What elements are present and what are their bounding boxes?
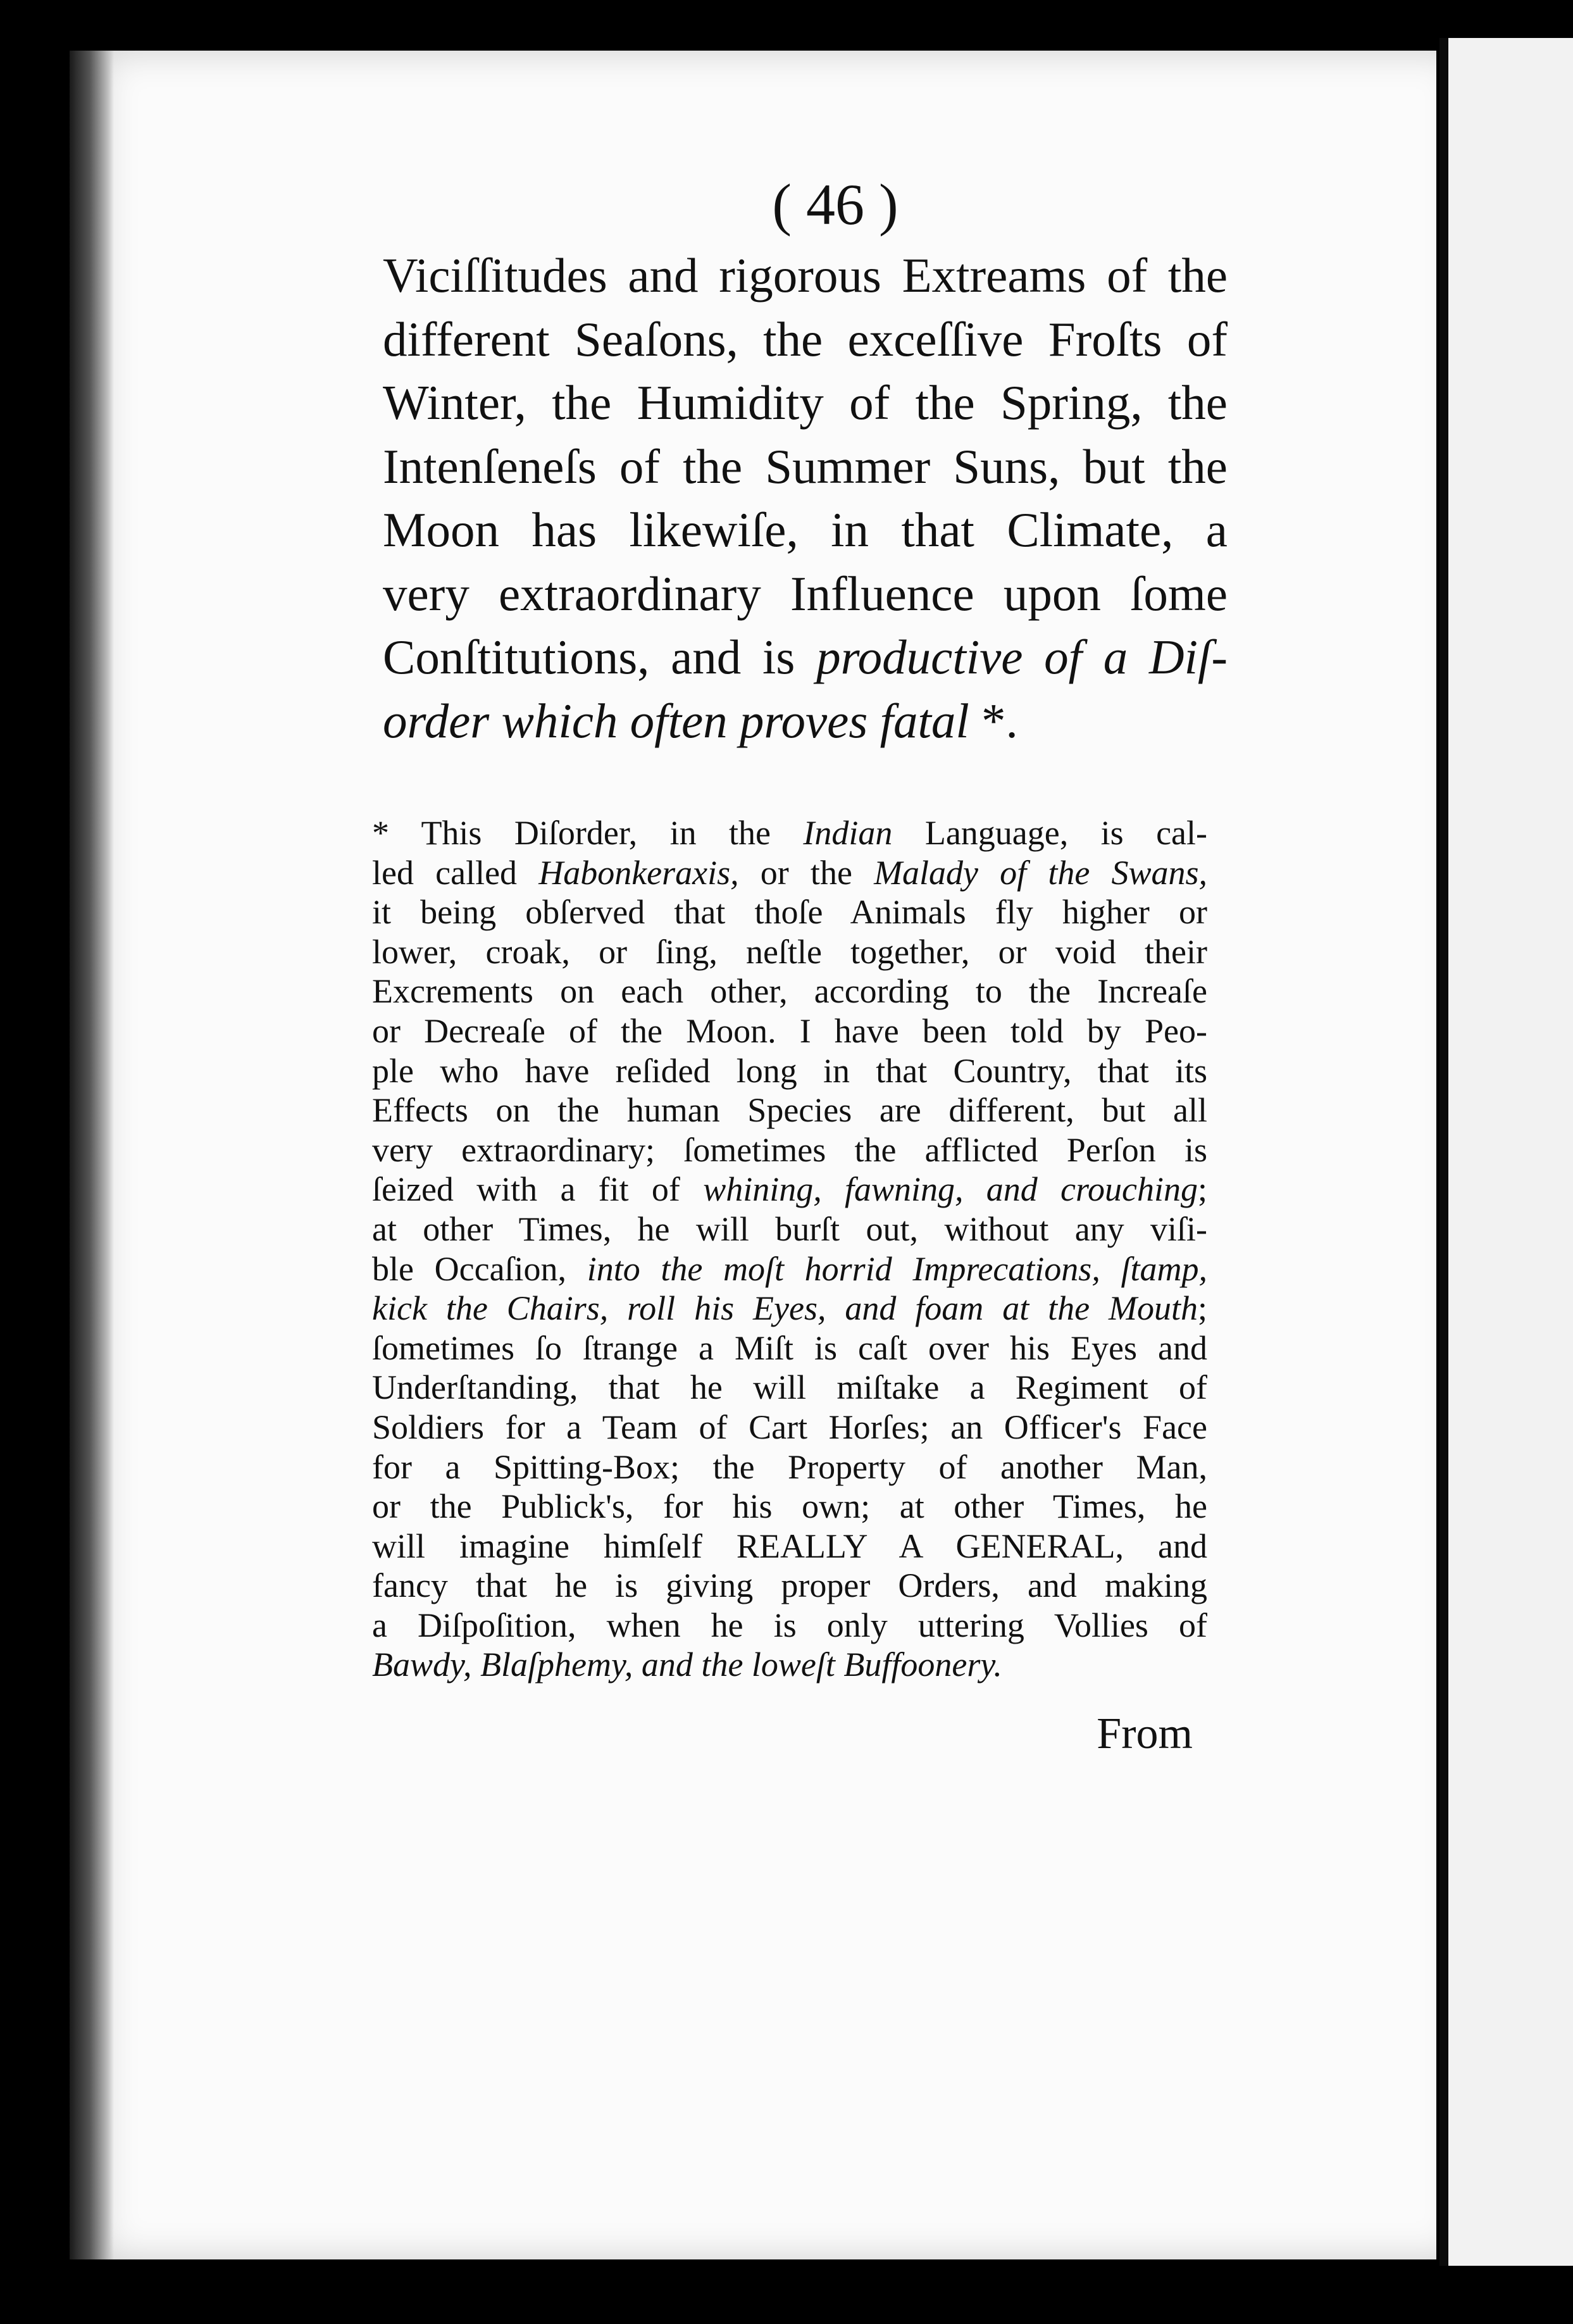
text-run: different Seaſons, the exceſſive Froſts of [383, 311, 1228, 366]
text-run: fancy that he is giving proper Orders, and making [372, 1566, 1207, 1605]
italic-text: whining, fawning, and crouching [703, 1170, 1198, 1209]
main-paragraph [383, 244, 1228, 753]
footnote-line [372, 1368, 1207, 1408]
footnote-line [372, 1487, 1207, 1527]
footnote-line [372, 1566, 1207, 1606]
footnote-line [372, 1170, 1207, 1209]
footnote-line [372, 1527, 1207, 1566]
text-run: will imagine himſelf REALLY A GENERAL, and [372, 1527, 1207, 1565]
footnote-line [372, 1130, 1207, 1170]
footnote-line [372, 1645, 1207, 1685]
text-run: ble Occaſion, [372, 1249, 587, 1288]
text-run: led called [372, 853, 539, 892]
text-run: or the [738, 853, 874, 892]
text-run: ; [1197, 1170, 1207, 1209]
text-run: it being obſerved that thoſe Animals fly higher or [372, 893, 1207, 932]
text-run: ; [1197, 1289, 1207, 1328]
footnote-line [372, 853, 1207, 893]
text-run: Intenſeneſs of the Summer Suns, but the [383, 439, 1228, 494]
text-run: * This Diſorder, in the [372, 814, 804, 852]
body-line [383, 371, 1228, 435]
text-run: ſeized with a fit of [372, 1170, 704, 1209]
text-run: Language, is cal- [892, 814, 1208, 852]
text-run: Underſtanding, that he will miſtake a Regiment of [372, 1368, 1207, 1407]
italic-text: into the moſt horrid Imprecations, ſtamp, [587, 1249, 1207, 1288]
body-line [383, 435, 1228, 499]
footnote-line [372, 892, 1207, 932]
footnote-line [372, 1606, 1207, 1646]
text-run: Viciſſitudes and rigorous Extreams of the [383, 248, 1228, 303]
footnote-line [372, 1328, 1207, 1368]
text-run: very extraordinary Influence upon ſome [383, 566, 1228, 621]
footnote-line [372, 1408, 1207, 1447]
body-line [383, 498, 1228, 562]
text-run: Conſtitutions, and is [383, 630, 817, 684]
text-run: Moon has likewiſe, in that Climate, a [383, 503, 1228, 557]
catchword: From [1097, 1709, 1193, 1758]
text-run: ſometimes ſo ſtrange a Miſt is caſt over his Eyes and [372, 1328, 1207, 1367]
footnote-line [372, 813, 1207, 853]
page-number: ( 46 ) [772, 172, 898, 237]
text-run: or the Publick's, for his own; at other Times, he [372, 1487, 1207, 1526]
text-run: Effects on the human Species are different, but all [372, 1091, 1207, 1130]
facing-page-edge [1439, 38, 1573, 2266]
text-run: a Diſpoſition, when he is only uttering Vollies of [372, 1606, 1207, 1644]
text-run: *. [969, 693, 1018, 748]
body-line [383, 689, 1228, 753]
italic-text: productive of a Diſ- [816, 630, 1228, 684]
text-run: Soldiers for a Team of Cart Horſes; an Officer's Face [372, 1408, 1207, 1446]
italic-text: Habonkeraxis, [538, 853, 739, 892]
body-line [383, 308, 1228, 372]
italic-text: Indian [803, 814, 893, 852]
footnote-line [372, 1447, 1207, 1487]
italic-text: order which often proves fatal [383, 693, 969, 748]
text-run: very extraordinary; ſometimes the afflicted Perſon is [372, 1130, 1207, 1169]
footnote-line [372, 1249, 1207, 1289]
footnote-line [372, 1209, 1207, 1249]
body-line [383, 562, 1228, 626]
footnote-line [372, 1090, 1207, 1130]
text-run: Excrements on each other, according to the Increaſe [372, 972, 1207, 1011]
footnote-line [372, 1011, 1207, 1051]
text-run: or Decreaſe of the Moon. I have been told by Peo- [372, 1011, 1207, 1050]
footnote [372, 813, 1207, 1685]
italic-text: Bawdy, Blaſphemy, and the loweſt Buffoonery. [372, 1646, 1002, 1684]
text-run: lower, croak, or ſing, neſtle together, or void their [372, 932, 1207, 971]
body-line [383, 244, 1228, 308]
text-run: Winter, the Humidity of the Spring, the [383, 375, 1228, 430]
footnote-line [372, 932, 1207, 972]
footnote-line [372, 1051, 1207, 1091]
text-run: ple who have reſided long in that Country, that its [372, 1051, 1207, 1090]
page-gutter-shadow [70, 51, 114, 2259]
italic-text: kick the Chairs, roll his Eyes, and foam at the Mouth [372, 1289, 1198, 1328]
footnote-line [372, 1289, 1207, 1328]
text-run: for a Spitting-Box; the Property of another Man, [372, 1447, 1207, 1486]
body-line [383, 625, 1228, 689]
footnote-line [372, 971, 1207, 1011]
text-run: at other Times, he will burſt out, without any viſi- [372, 1209, 1207, 1248]
italic-text: Malady of the Swans, [874, 853, 1207, 892]
